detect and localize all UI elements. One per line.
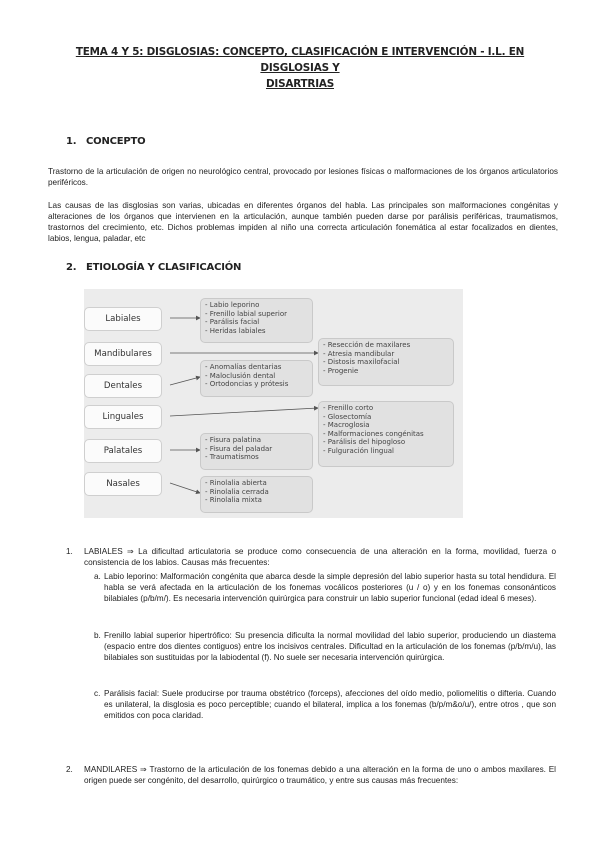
list-number: 2. [66, 765, 73, 774]
cause-item: - Labio leporino [205, 301, 260, 309]
sub-text: Frenillo labial superior hipertrófico: Su presencia dificulta la normal movilidad del labio superior, produciendo un diastema (espacio entre dos dientes contiguos) entre los incisivos centrales. Dificultad en la articulación de los fonemas (p/b/m/u), las bilabiales son sustituidas por la labiodental (f). No suele ser necesaria intervención quirúrgica. [104, 631, 556, 662]
section-heading-etiologia [66, 262, 241, 273]
category-linguales: Linguales [84, 405, 162, 429]
list-text: LABIALES ⇒ La dificultad articulatoria se produce como consecuencia de una alteración en la forma, movilidad, fuerza o consistencia de los labios. Causas más frecuentes: [84, 547, 556, 567]
cause-item: - Parálisis del hipogloso [323, 438, 406, 447]
list-item-labiales [66, 546, 556, 568]
arrow-dentales [170, 377, 200, 385]
cause-item: - Rinolalia mixta [205, 496, 262, 505]
labiales-causes-box [200, 298, 313, 343]
section-title: CONCEPTO [86, 136, 146, 147]
arrow-linguales [170, 408, 318, 416]
sub-item-frenillo [94, 630, 556, 663]
list-item-mandibulares [66, 764, 556, 786]
section-number: 1. [66, 136, 77, 147]
section-title: ETIOLOGÍA Y CLASIFICACIÓN [86, 262, 242, 273]
sub-text: Parálisis facial: Suele producirse por trauma obstétrico (forceps), afecciones del oído medio, poliomelitis o difteria. Cuando es unilateral, la disglosia es poco perceptible; cuando el bilateral, implica a los fonemas (b/p/m&o/u/), entre otros , que son emitidos con poca claridad. [104, 689, 556, 720]
cause-item: - Progenie [323, 366, 359, 375]
cause-item: - Frenillo labial superior [205, 309, 287, 318]
document-title [48, 44, 552, 92]
category-mandibulares: Mandibulares [84, 342, 162, 366]
sub-letter: c. [94, 689, 101, 698]
cause-item: - Parálisis facial [205, 318, 260, 327]
paragraph-causes: Las causas de las disglosias son varias, ubicadas en diferentes órganos del habla. Las principales son malformaciones congénitas y alteraciones de los órganos que intervienen en la articulación, aunque también pueden darse por parálisis periféricas, traumatismos, trastornos del crecimiento, etc. Dichos problemas impiden al niño una correcta articulación fonemática al estar focalizados en dientes, labios, lengua, paladar, etc [48, 201, 558, 243]
cause-item: - Rinolalia abierta [205, 479, 267, 487]
paragraph-definition: Trastorno de la articulación de origen no neurológico central, provocado por lesiones físicas o malformaciones de los órganos articulatorios periféricos. [48, 167, 558, 187]
category-palatales: Palatales [84, 439, 162, 463]
cause-item: - Macroglosia [323, 421, 370, 430]
mandibulares-causes-box [318, 338, 454, 386]
cause-item: - Ortodoncias y prótesis [205, 380, 289, 389]
cause-item: - Fisura palatina [205, 436, 262, 444]
linguales-causes-box [318, 401, 454, 467]
category-labiales: Labiales [84, 307, 162, 331]
classification-diagram [84, 289, 463, 518]
cause-item: - Distosis maxilofacial [323, 358, 400, 367]
sub-item-paralisis [94, 688, 556, 721]
list-number: 1. [66, 547, 73, 556]
palatales-causes-box [200, 433, 313, 470]
category-dentales: Dentales [84, 374, 162, 398]
sub-letter: b. [94, 631, 101, 640]
sub-letter: a. [94, 572, 101, 581]
dentales-causes-box [200, 360, 313, 397]
arrow-nasales [170, 483, 200, 493]
cause-item: - Rinolalia cerrada [205, 487, 269, 496]
sub-text: Labio leporino: Malformación congénita que abarca desde la simple depresión del labio superior hasta su total hendidura. El habla se verá afectada en la articulación de los fonemas vocálicos posteriores (u / o) y en los fonemas consonánticos bilabiales (p/b/m/). Es necesaria intervención quirúrgica para construir un labio superior funcional (edad ideal 6 meses). [104, 572, 556, 603]
cause-item: - Fisura del paladar [205, 444, 273, 453]
cause-item: - Anomalías dentarias [205, 363, 282, 371]
cause-item: - Atresia mandibular [323, 349, 395, 358]
cause-item: - Fulguración lingual [323, 446, 395, 455]
nasales-causes-box [200, 476, 313, 513]
cause-item: - Glosectomía [323, 412, 372, 421]
cause-item: - Maloclusión dental [205, 371, 276, 380]
sub-item-labio-leporino [94, 571, 556, 604]
title-line-1: TEMA 4 Y 5: DISGLOSIAS: CONCEPTO, CLASIFICACIÓN E INTERVENCIÓN - I.L. EN DISGLOSIAS Y [75, 46, 525, 74]
cause-item: - Heridas labiales [205, 326, 266, 335]
category-nasales: Nasales [84, 472, 162, 496]
cause-item: - Frenillo corto [323, 404, 374, 412]
cause-item: - Traumatismos [205, 453, 259, 462]
title-line-2: DISARTRIAS [265, 78, 335, 90]
cause-item: - Malformaciones congénitas [323, 429, 424, 438]
list-text: MANDILARES ⇒ Trastorno de la articulación de los fonemas debido a una alteración en la forma de uno o ambos maxilares. El origen puede ser congénito, del desarrollo, quirúrgico o traumático, y entre sus causas más frecuentes: [84, 765, 556, 785]
section-heading-concepto [66, 136, 145, 147]
section-number: 2. [66, 262, 77, 273]
cause-item: - Resección de maxilares [323, 341, 411, 349]
